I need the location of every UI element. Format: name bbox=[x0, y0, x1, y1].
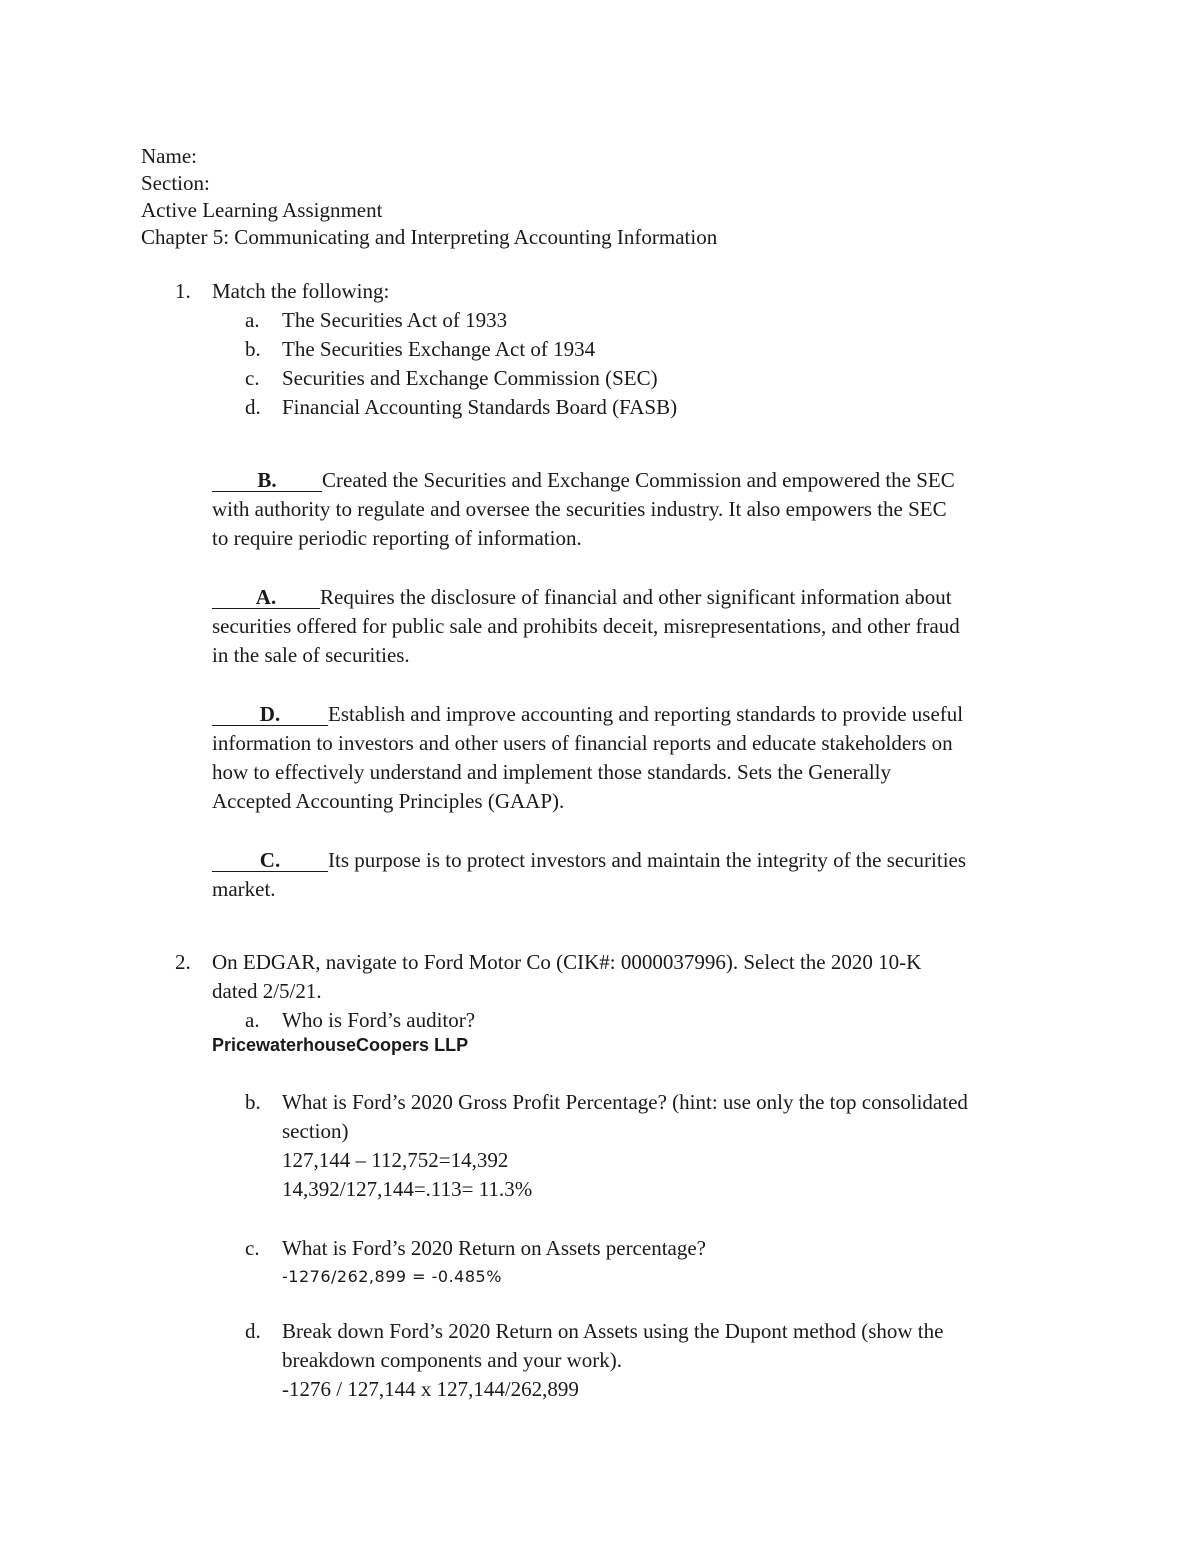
match-text: to require periodic reporting of information. bbox=[212, 526, 582, 550]
match-item bbox=[212, 583, 952, 612]
match-text: Establish and improve accounting and reporting standards to provide useful bbox=[328, 702, 964, 726]
answer-blank: A. bbox=[212, 586, 320, 609]
q2-number: 2. bbox=[175, 950, 191, 974]
chapter-title: Chapter 5: Communicating and Interpreting Accounting Information bbox=[141, 225, 718, 249]
match-item bbox=[212, 846, 966, 875]
q2a-letter: a. bbox=[245, 1008, 260, 1032]
answer-blank: C. bbox=[212, 849, 328, 872]
q2b-question: section) bbox=[282, 1119, 349, 1143]
q2b-letter: b. bbox=[245, 1090, 261, 1114]
match-text: Created the Securities and Exchange Commission and empowered the SEC bbox=[322, 468, 955, 492]
q2-prompt: On EDGAR, navigate to Ford Motor Co (CIK#: 0000037996). Select the 2020 10-K bbox=[212, 950, 922, 974]
q2d-question: Break down Ford’s 2020 Return on Assets using the Dupont method (show the bbox=[282, 1319, 944, 1343]
q1-option-letter: c. bbox=[245, 366, 260, 390]
q1-option-text: The Securities Act of 1933 bbox=[282, 308, 508, 332]
q2d-question: breakdown components and your work). bbox=[282, 1348, 622, 1372]
match-text: Accepted Accounting Principles (GAAP). bbox=[212, 789, 565, 813]
q1-number: 1. bbox=[175, 279, 191, 303]
q2c-question: What is Ford’s 2020 Return on Assets percentage? bbox=[282, 1236, 706, 1260]
match-item bbox=[212, 466, 955, 495]
q2c-answer: -1276/262,899 = -0.485% bbox=[282, 1267, 502, 1286]
q1-option-text: Financial Accounting Standards Board (FASB) bbox=[282, 395, 678, 419]
match-text: information to investors and other users of financial reports and educate stakeholders on bbox=[212, 731, 953, 755]
q2c-letter: c. bbox=[245, 1236, 260, 1260]
section-label: Section: bbox=[141, 171, 210, 195]
q2-prompt: dated 2/5/21. bbox=[212, 979, 322, 1003]
match-item bbox=[212, 700, 963, 729]
match-text: in the sale of securities. bbox=[212, 643, 410, 667]
answer-blank: D. bbox=[212, 703, 328, 726]
match-text: how to effectively understand and implement those standards. Sets the Generally bbox=[212, 760, 892, 784]
match-text: securities offered for public sale and prohibits deceit, misrepresentations, and other fraud bbox=[212, 614, 960, 638]
answer-blank: B. bbox=[212, 469, 322, 492]
match-text: Requires the disclosure of financial and other significant information about bbox=[320, 585, 952, 609]
q1-option-letter: b. bbox=[245, 337, 261, 361]
q2b-question: What is Ford’s 2020 Gross Profit Percentage? (hint: use only the top consolidated bbox=[282, 1090, 968, 1114]
q2b-work: 14,392/127,144=.113= 11.3% bbox=[282, 1177, 533, 1201]
q2d-letter: d. bbox=[245, 1319, 261, 1343]
q2b-work: 127,144 – 112,752=14,392 bbox=[282, 1148, 509, 1172]
q1-option-text: The Securities Exchange Act of 1934 bbox=[282, 337, 596, 361]
q2a-question: Who is Ford’s auditor? bbox=[282, 1008, 476, 1032]
q1-option-letter: a. bbox=[245, 308, 260, 332]
match-text: market. bbox=[212, 877, 276, 901]
q2d-answer: -1276 / 127,144 x 127,144/262,899 bbox=[282, 1377, 579, 1401]
assignment-title: Active Learning Assignment bbox=[141, 198, 383, 222]
match-text: Its purpose is to protect investors and maintain the integrity of the securities bbox=[328, 848, 967, 872]
q1-option-letter: d. bbox=[245, 395, 261, 419]
match-text: with authority to regulate and oversee the securities industry. It also empowers the SEC bbox=[212, 497, 947, 521]
q1-prompt: Match the following: bbox=[212, 279, 390, 303]
name-label: Name: bbox=[141, 144, 197, 168]
q1-option-text: Securities and Exchange Commission (SEC) bbox=[282, 366, 658, 390]
q2a-answer: PricewaterhouseCoopers LLP bbox=[212, 1035, 469, 1055]
